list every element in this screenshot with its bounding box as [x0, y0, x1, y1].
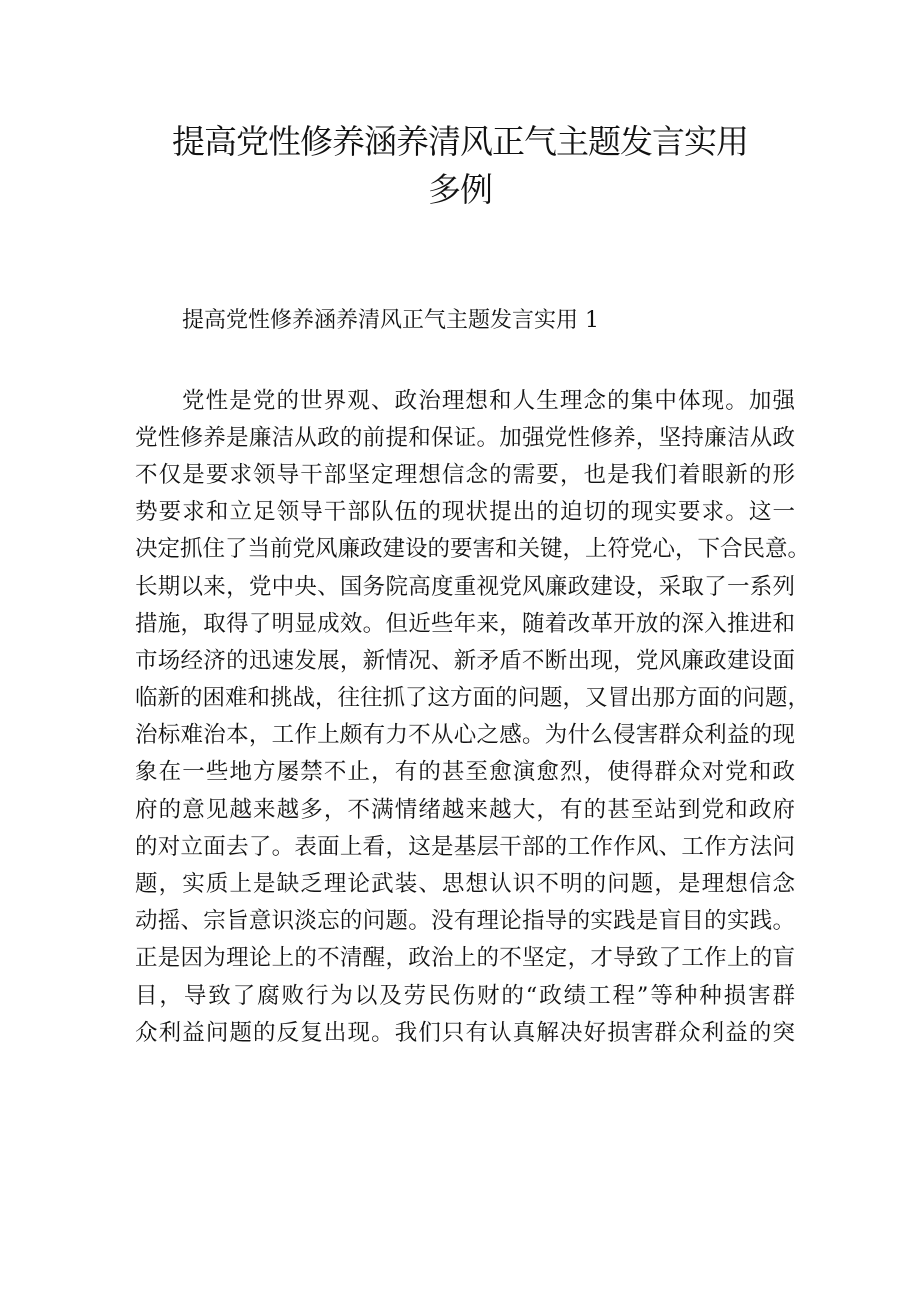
paragraph-line: 目，导致了腐败行为以及劳民伤财的“政绩工程”等种种损害群: [135, 983, 795, 1009]
document-title-line-1: 提高党性修养涵养清风正气主题发言实用: [172, 122, 748, 161]
paragraph-line: 党性修养是廉洁从政的前提和保证。加强党性修养，坚持廉洁从政: [135, 425, 795, 451]
paragraph-line: 不仅是要求领导干部坚定理想信念的需要，也是我们着眼新的形: [135, 462, 795, 488]
section-heading: 提高党性修养涵养清风正气主题发言实用 1: [182, 308, 599, 333]
paragraph-line: 决定抓住了当前党风廉政建设的要害和关键，上符党心，下合民意。: [135, 536, 811, 562]
paragraph-line: 治标难治本，工作上颇有力不从心之感。为什么侵害群众利益的现: [135, 722, 795, 748]
paragraph-line: 市场经济的迅速发展，新情况、新矛盾不断出现，党风廉政建设面: [135, 648, 795, 674]
paragraph-line: 党性是党的世界观、政治理想和人生理念的集中体现。加强: [182, 388, 795, 414]
paragraph-line: 动摇、宗旨意识淡忘的问题。没有理论指导的实践是盲目的实践。: [135, 908, 795, 934]
paragraph-line: 长期以来，党中央、国务院高度重视党风廉政建设，采取了一系列: [135, 574, 795, 600]
paragraph-line: 府的意见越来越多，不满情绪越来越大，有的甚至站到党和政府: [135, 797, 795, 823]
paragraph-line: 题，实质上是缺乏理论武装、思想认识不明的问题，是理想信念: [135, 871, 795, 897]
paragraph-line: 象在一些地方屡禁不止，有的甚至愈演愈烈，使得群众对党和政: [135, 759, 795, 785]
paragraph-line: 临新的困难和挑战，往往抓了这方面的问题，又冒出那方面的问题，: [135, 685, 811, 711]
document-title-line-2: 多例: [428, 170, 492, 209]
paragraph-line: 众利益问题的反复出现。我们只有认真解决好损害群众利益的突: [135, 1020, 795, 1046]
paragraph-line: 的对立面去了。表面上看，这是基层干部的工作作风、工作方法问: [135, 834, 795, 860]
paragraph-line: 措施，取得了明显成效。但近些年来，随着改革开放的深入推进和: [135, 611, 795, 637]
paragraph-line: 势要求和立足领导干部队伍的现状提出的迫切的现实要求。这一: [135, 499, 795, 525]
paragraph-line: 正是因为理论上的不清醒，政治上的不坚定，才导致了工作上的盲: [135, 945, 795, 971]
